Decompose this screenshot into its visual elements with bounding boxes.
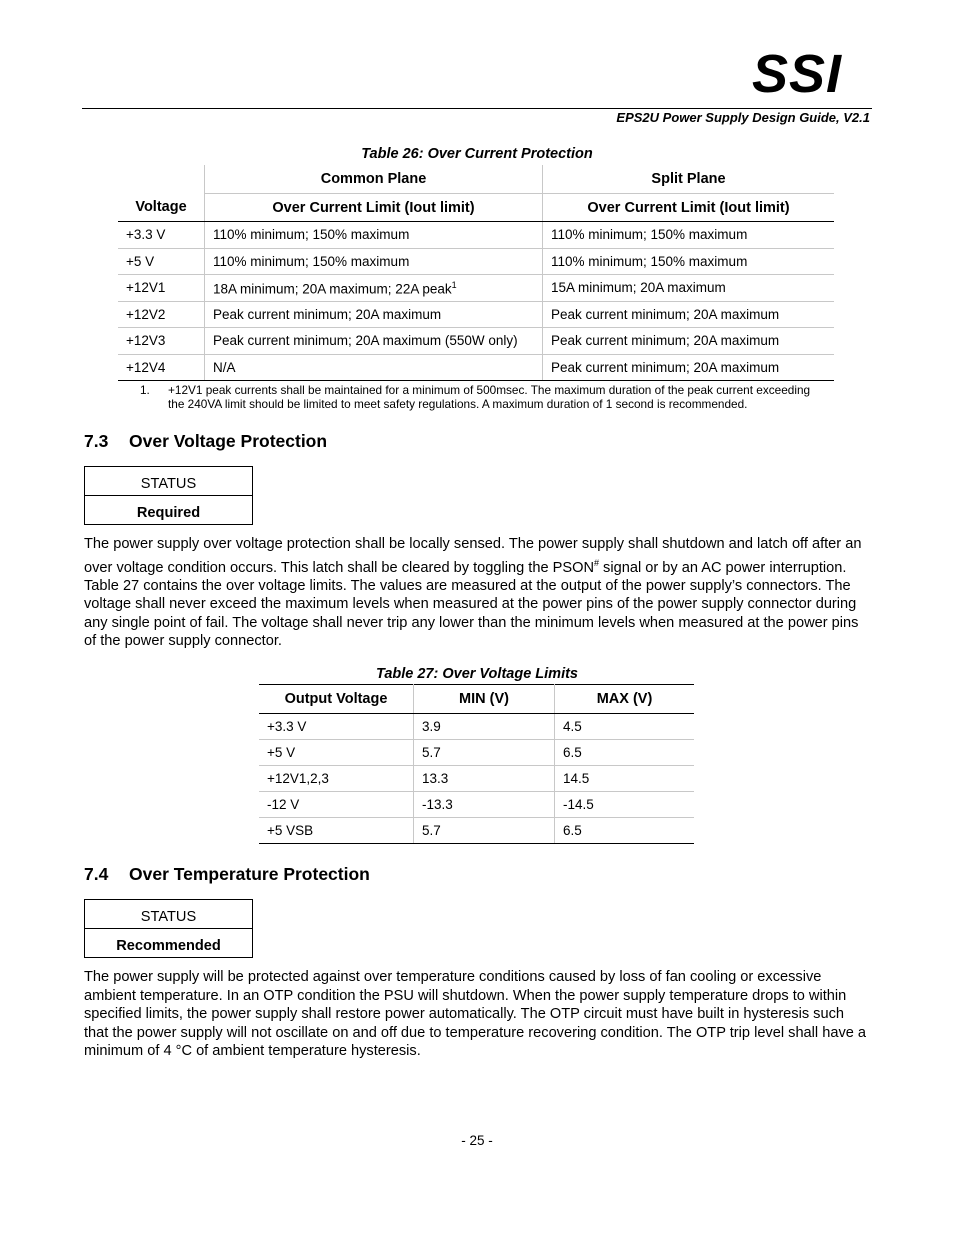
table-cell: +3.3 V xyxy=(118,222,205,249)
table-row xyxy=(259,818,694,844)
paragraph-text: signal or by an AC power interruption. Table 27 contains the over voltage limits. The values are measured at the output of the power supply’s connectors. The voltage shall never exceed the maximum levels when measured at the power pins of the power supply connector during any single point of fail. The voltage shall never trip any lower than the minimum levels when measured at the power pins of the power supply connector. xyxy=(84,559,859,650)
table-cell: 14.5 xyxy=(555,766,695,792)
column-header: MAX (V) xyxy=(555,685,695,714)
table-cell: +12V1 xyxy=(118,275,205,302)
table-cell xyxy=(205,275,543,302)
table-row xyxy=(118,301,834,328)
over-current-table xyxy=(118,165,834,381)
table-cell: +12V3 xyxy=(118,328,205,355)
table-cell: +5 V xyxy=(259,740,414,766)
table-cell: Peak current minimum; 20A maximum xyxy=(543,354,835,381)
table-cell: N/A xyxy=(205,354,543,381)
table-row xyxy=(118,222,834,249)
table-row xyxy=(259,740,694,766)
table-cell: +12V2 xyxy=(118,301,205,328)
table-cell: +12V1,2,3 xyxy=(259,766,414,792)
footnote-number: 1. xyxy=(140,383,150,397)
table-cell: Peak current minimum; 20A maximum xyxy=(543,301,835,328)
table-cell: 110% minimum; 150% maximum xyxy=(205,248,543,275)
ssi-logo: SSI xyxy=(752,44,843,104)
header-rule xyxy=(82,108,872,109)
paragraph xyxy=(84,535,872,651)
status-box xyxy=(84,466,253,525)
column-header: Over Current Limit (Iout limit) xyxy=(205,194,543,222)
document-title: EPS2U Power Supply Design Guide, V2.1 xyxy=(616,110,870,125)
page-number: - 25 - xyxy=(461,1133,493,1148)
table-cell: 110% minimum; 150% maximum xyxy=(543,222,835,249)
superscript: # xyxy=(593,557,599,568)
over-voltage-table xyxy=(259,684,694,844)
status-label: STATUS xyxy=(85,900,252,929)
table-cell: Peak current minimum; 20A maximum xyxy=(543,328,835,355)
table-cell: Peak current minimum; 20A maximum (550W only) xyxy=(205,328,543,355)
table-cell: -13.3 xyxy=(414,792,555,818)
section-title: Over Temperature Protection xyxy=(129,864,370,884)
table-cell: 15A minimum; 20A maximum xyxy=(543,275,835,302)
section-number: 7.4 xyxy=(84,864,109,884)
table-row xyxy=(259,714,694,740)
table-cell: 4.5 xyxy=(555,714,695,740)
table-cell: -12 V xyxy=(259,792,414,818)
table-row xyxy=(259,792,694,818)
table-cell: 110% minimum; 150% maximum xyxy=(205,222,543,249)
table-cell-text: 18A minimum; 20A maximum; 22A peak xyxy=(213,281,452,296)
column-header: MIN (V) xyxy=(414,685,555,714)
footnote-mark: 1 xyxy=(451,279,457,290)
table-row xyxy=(118,275,834,302)
status-label: STATUS xyxy=(85,467,252,496)
section-number: 7.3 xyxy=(84,431,109,451)
table-cell: +12V4 xyxy=(118,354,205,381)
table-cell: +3.3 V xyxy=(259,714,414,740)
column-header: Voltage xyxy=(118,194,205,222)
footnote-text-line-1: +12V1 peak currents shall be maintained for a minimum of 500msec. The maximum duration of the peak current exceeding xyxy=(168,383,811,397)
group-header xyxy=(118,165,205,194)
table-26-caption: Table 26: Over Current Protection xyxy=(361,146,593,162)
table-cell: 110% minimum; 150% maximum xyxy=(543,248,835,275)
table-cell: 5.7 xyxy=(414,740,555,766)
status-value: Recommended xyxy=(116,938,221,954)
group-header: Split Plane xyxy=(543,165,835,194)
table-row xyxy=(118,248,834,275)
section-title: Over Voltage Protection xyxy=(129,431,328,451)
table-row xyxy=(118,354,834,381)
group-header: Common Plane xyxy=(205,165,543,194)
table-cell: 6.5 xyxy=(555,740,695,766)
table-cell: -14.5 xyxy=(555,792,695,818)
footnote-text-line-2: the 240VA limit should be limited to meet safety regulations. A maximum duration of 1 second is recommended. xyxy=(168,397,748,411)
table-cell: 5.7 xyxy=(414,818,555,844)
column-header: Over Current Limit (Iout limit) xyxy=(543,194,835,222)
table-cell: +5 V xyxy=(118,248,205,275)
status-value: Required xyxy=(136,505,201,521)
table-cell: +5 VSB xyxy=(259,818,414,844)
table-row xyxy=(118,328,834,355)
table-cell: 13.3 xyxy=(414,766,555,792)
table-cell: 6.5 xyxy=(555,818,695,844)
table-cell: Peak current minimum; 20A maximum xyxy=(205,301,543,328)
table-row xyxy=(259,766,694,792)
table-27-caption: Table 27: Over Voltage Limits xyxy=(376,666,578,682)
paragraph-text: The power supply over voltage protection shall be locally sensed. The power supply shall shutdown and latch off after an over voltage condition occurs. This latch shall be cleared by toggling the PSON xyxy=(84,536,862,576)
table-cell: 3.9 xyxy=(414,714,555,740)
paragraph: The power supply will be protected against over temperature conditions caused by loss of fan cooling or excessive ambient temperature. In an OTP condition the PSU will shutdown. When the power supply temperature drops to within specified limits, the power supply shall restore power automatically. The OTP circuit must have built in hysteresis such that the power supply will not oscillate on and off due to temperature recovering condition. The OTP trip level shall have a minimum of 4 °C of ambient temperature hysteresis. xyxy=(84,969,867,1059)
status-box xyxy=(84,899,253,958)
column-header: Output Voltage xyxy=(259,685,414,714)
